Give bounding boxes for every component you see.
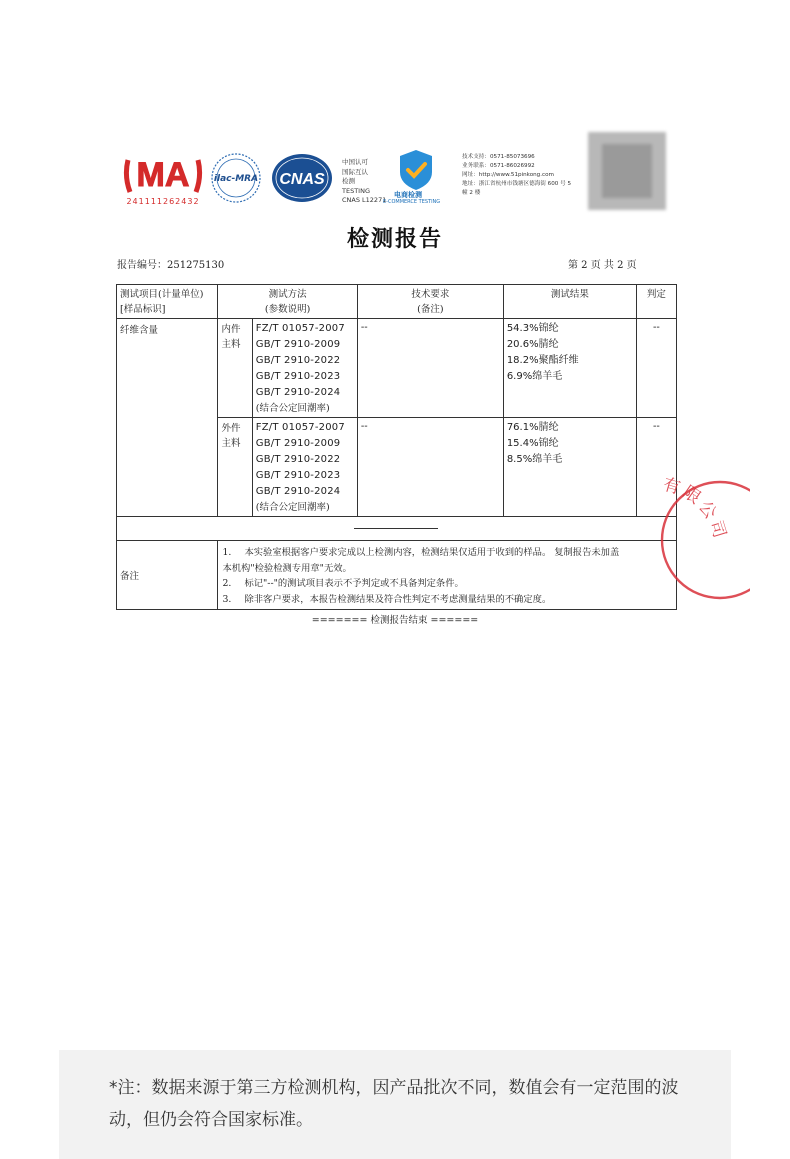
table-row: [117, 319, 677, 418]
method-list: FZ/T 01057-2007 GB/T 2910-2009 GB/T 2910-2022 GB/T 2910-2023 GB/T 2910-2024 (结合公定回潮率): [252, 418, 357, 517]
report-end-marker: ======= 检测报告结束 ======: [311, 615, 479, 626]
cma-logo: [122, 152, 204, 208]
svg-text:有限公司: 有限公司: [660, 474, 731, 544]
method-list: FZ/T 01057-2007 GB/T 2910-2009 GB/T 2910-2022 GB/T 2910-2023 GB/T 2910-2024 (结合公定回潮率): [252, 319, 357, 418]
header-verdict: 判定: [636, 285, 676, 319]
sample-part: 外件 主料: [218, 418, 252, 517]
footer-note-box: [59, 1050, 731, 1159]
cnas-logo: [270, 152, 334, 204]
footer-note: *注：数据来源于第三方检测机构，因产品批次不同，数值会有一定范围的波动，但仍会符合国家标准。: [109, 1078, 679, 1130]
svg-text:CNAS: CNAS: [279, 171, 325, 188]
sample-part: 内件 主料: [218, 319, 252, 418]
requirement-value: --: [357, 319, 503, 418]
qr-code-blurred: [588, 132, 666, 210]
svg-text:241111262432: 241111262432: [126, 197, 200, 206]
separator-line: [354, 528, 438, 529]
verdict-value: --: [636, 319, 676, 418]
header-requirement: 技术要求 (备注): [357, 285, 503, 319]
cnas-accreditation-text: 中国认可 国际互认 检测 TESTING CNAS L12271: [342, 158, 387, 204]
report-number: 报告编号：251275130: [117, 260, 225, 271]
result-list: 54.3%锦纶 20.6%腈纶 18.2%聚酯纤维 6.9%绵羊毛: [503, 319, 636, 418]
svg-text:ilac-MRA: ilac-MRA: [213, 174, 259, 184]
ilac-mra-logo: [210, 152, 262, 204]
contact-info: 技术支持：0571-85073696 业务联系：0571-86026992 网址：http://www.51pinkong.com 地址：浙江省杭州市钱塘区德海街 600 号 5 幢 2 楼: [462, 154, 572, 196]
notes-label: 备注: [117, 541, 218, 610]
notes-row: [117, 541, 677, 610]
requirement-value: --: [357, 418, 503, 517]
item-name: 纤维含量: [117, 319, 218, 517]
header-result: 测试结果: [503, 285, 636, 319]
ecommerce-testing-name: 电商检测: [394, 191, 422, 199]
table-header-row: [117, 285, 677, 319]
test-results-table: [116, 284, 677, 610]
header-method: 测试方法 (参数说明): [218, 285, 357, 319]
notes-list: 1. 本实验室根据客户要求完成以上检测内容，检测结果仅适用于收到的样品。 复制报告未加盖 本机构"检验检测专用章"无效。 2. 标记"--"的测试项目表示不予判定或不具备判定条件。 3. 除非客户要求，本报告检测结果及符合性判定不考虑测量结果的不确定度。: [218, 541, 677, 610]
svg-text:MA: MA: [136, 156, 190, 194]
report-title: 检测报告: [346, 226, 443, 252]
ecommerce-testing-en: E-COMMERCE TESTING: [383, 199, 441, 205]
page-number: 第 2 页 共 2 页: [568, 260, 637, 271]
header-item: 测试项目(计量单位) [样品标识]: [117, 285, 218, 319]
result-list: 76.1%腈纶 15.4%锦纶 8.5%绵羊毛: [503, 418, 636, 517]
company-seal-stamp: [640, 470, 750, 610]
verdict-value: --: [636, 418, 676, 517]
